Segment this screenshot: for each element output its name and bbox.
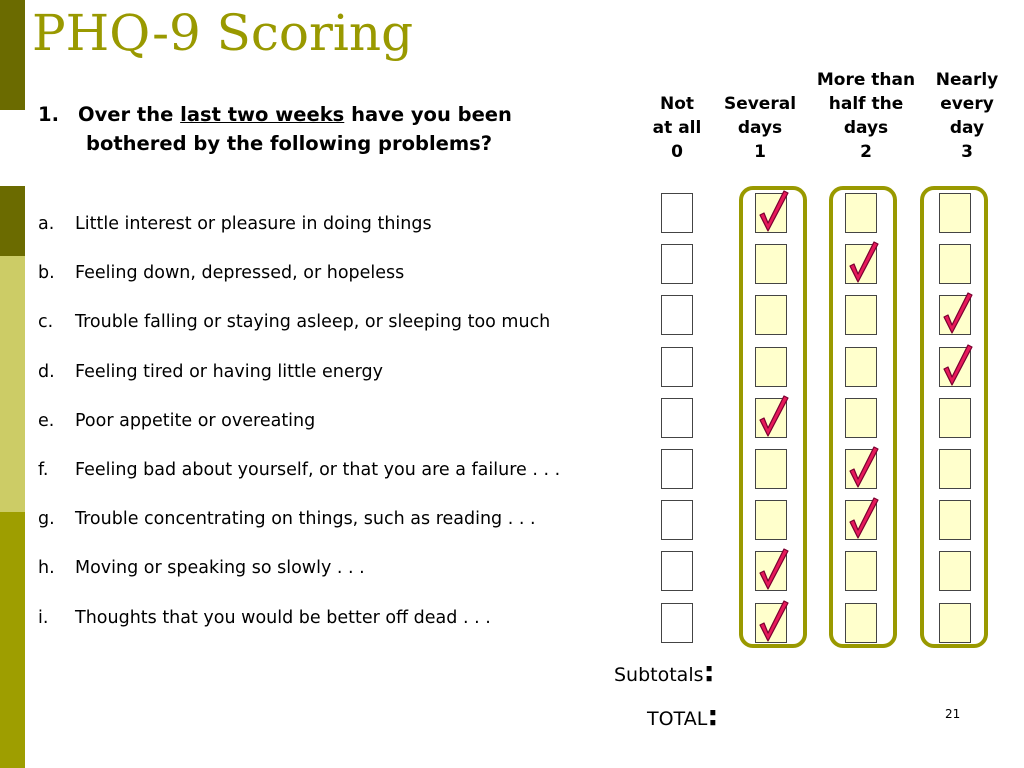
list-item [38, 608, 491, 628]
item-letter: g. [38, 509, 55, 530]
column-header-score: 2 [860, 142, 872, 162]
checkmark-icon [938, 343, 978, 391]
side-bar-segment [0, 110, 25, 186]
slide-title: PHQ-9 Scoring [32, 4, 414, 62]
response-checkbox[interactable] [755, 193, 787, 233]
response-checkbox[interactable] [845, 603, 877, 643]
list-item [38, 509, 536, 529]
response-checkbox[interactable] [755, 347, 787, 387]
total-label [647, 699, 718, 732]
checkmark-icon [844, 445, 884, 493]
response-checkbox[interactable] [661, 295, 693, 335]
list-item [38, 263, 404, 283]
response-checkbox[interactable] [845, 244, 877, 284]
response-checkbox[interactable] [755, 244, 787, 284]
column-header [705, 68, 815, 164]
list-item [38, 411, 315, 431]
item-text: Feeling bad about yourself, or that you are a failure . . . [75, 460, 561, 480]
checkmark-icon [754, 189, 794, 237]
response-checkbox[interactable] [845, 347, 877, 387]
response-checkbox[interactable] [661, 603, 693, 643]
column-header [811, 68, 921, 164]
column-header-score: 3 [961, 142, 973, 162]
item-letter: c. [38, 312, 54, 333]
response-checkbox[interactable] [845, 551, 877, 591]
list-item [38, 558, 365, 578]
response-checkbox[interactable] [661, 244, 693, 284]
item-letter: e. [38, 410, 55, 431]
column-header-score: 1 [754, 142, 766, 162]
question-number: 1. [38, 103, 59, 126]
total-text: TOTAL [647, 708, 708, 730]
response-checkbox[interactable] [939, 398, 971, 438]
item-letter: a. [38, 214, 55, 234]
side-bar-segment [0, 256, 25, 512]
column-header-line [705, 68, 815, 92]
side-bar-segment [0, 186, 25, 256]
item-letter: h. [38, 558, 55, 579]
response-checkbox[interactable] [661, 347, 693, 387]
column-header-line: half the [828, 94, 904, 114]
item-text: Poor appetite or overeating [75, 410, 316, 431]
column-header-line: days [843, 118, 889, 138]
column-header-line: day [949, 118, 985, 138]
question-suffix: have you been [351, 103, 512, 126]
response-checkbox[interactable] [939, 449, 971, 489]
response-checkbox[interactable] [661, 193, 693, 233]
item-text: Moving or speaking so slowly . . . [75, 558, 365, 579]
response-checkbox[interactable] [845, 449, 877, 489]
checkmark-icon [844, 240, 884, 288]
response-checkbox[interactable] [661, 500, 693, 540]
item-text: Little interest or pleasure in doing things [75, 214, 432, 234]
column-header [912, 68, 1022, 164]
response-checkbox[interactable] [939, 500, 971, 540]
response-checkbox[interactable] [755, 500, 787, 540]
column-header-line: at all [652, 118, 702, 138]
list-item [38, 214, 432, 234]
response-checkbox[interactable] [845, 193, 877, 233]
item-text: Thoughts that you would be better off dead . . . [75, 607, 491, 628]
column-header-line: More than [816, 70, 916, 90]
column-header-line: Nearly [935, 70, 999, 90]
response-checkbox[interactable] [939, 551, 971, 591]
response-checkbox[interactable] [845, 398, 877, 438]
response-checkbox[interactable] [939, 295, 971, 335]
column-header-line: days [737, 118, 783, 138]
response-checkbox[interactable] [939, 347, 971, 387]
side-bar-segment [0, 512, 25, 768]
response-checkbox[interactable] [939, 603, 971, 643]
checkmark-icon [754, 394, 794, 442]
column-header-line: Not [659, 94, 695, 114]
item-letter: f. [38, 460, 49, 480]
list-item [38, 312, 550, 332]
subtotals-text: Subtotals [614, 664, 704, 686]
total-colon: : [707, 699, 719, 732]
item-letter: i. [38, 607, 49, 628]
page-number: 21 [945, 707, 961, 721]
response-checkbox[interactable] [755, 603, 787, 643]
checkmark-icon [754, 599, 794, 647]
column-header-line: every [940, 94, 994, 114]
item-letter: b. [38, 263, 55, 284]
list-item [38, 460, 560, 480]
response-checkbox[interactable] [661, 398, 693, 438]
question-text [38, 100, 608, 158]
response-checkbox[interactable] [845, 500, 877, 540]
checkmark-icon [844, 496, 884, 544]
response-checkbox[interactable] [755, 551, 787, 591]
response-checkbox[interactable] [661, 551, 693, 591]
item-text: Feeling tired or having little energy [75, 361, 383, 382]
question-emphasis: last two weeks [180, 103, 345, 126]
column-header-score: 0 [671, 142, 683, 162]
question-line2: bothered by the following problems? [86, 132, 493, 155]
question-prefix: Over the [78, 103, 174, 126]
column-header-line: Several [723, 94, 797, 114]
response-checkbox[interactable] [939, 244, 971, 284]
response-checkbox[interactable] [755, 449, 787, 489]
response-checkbox[interactable] [939, 193, 971, 233]
subtotals-colon: : [703, 655, 715, 688]
response-checkbox[interactable] [845, 295, 877, 335]
checkmark-icon [754, 547, 794, 595]
item-text: Trouble falling or staying asleep, or sleeping too much [75, 312, 551, 333]
item-letter: d. [38, 361, 55, 382]
response-checkbox[interactable] [661, 449, 693, 489]
subtotals-label [614, 655, 715, 688]
item-text: Feeling down, depressed, or hopeless [75, 263, 405, 284]
response-checkbox[interactable] [755, 295, 787, 335]
list-item [38, 362, 383, 382]
side-bar-segment [0, 0, 25, 110]
checkmark-icon [938, 291, 978, 339]
item-text: Trouble concentrating on things, such as reading . . . [75, 509, 536, 530]
response-checkbox[interactable] [755, 398, 787, 438]
